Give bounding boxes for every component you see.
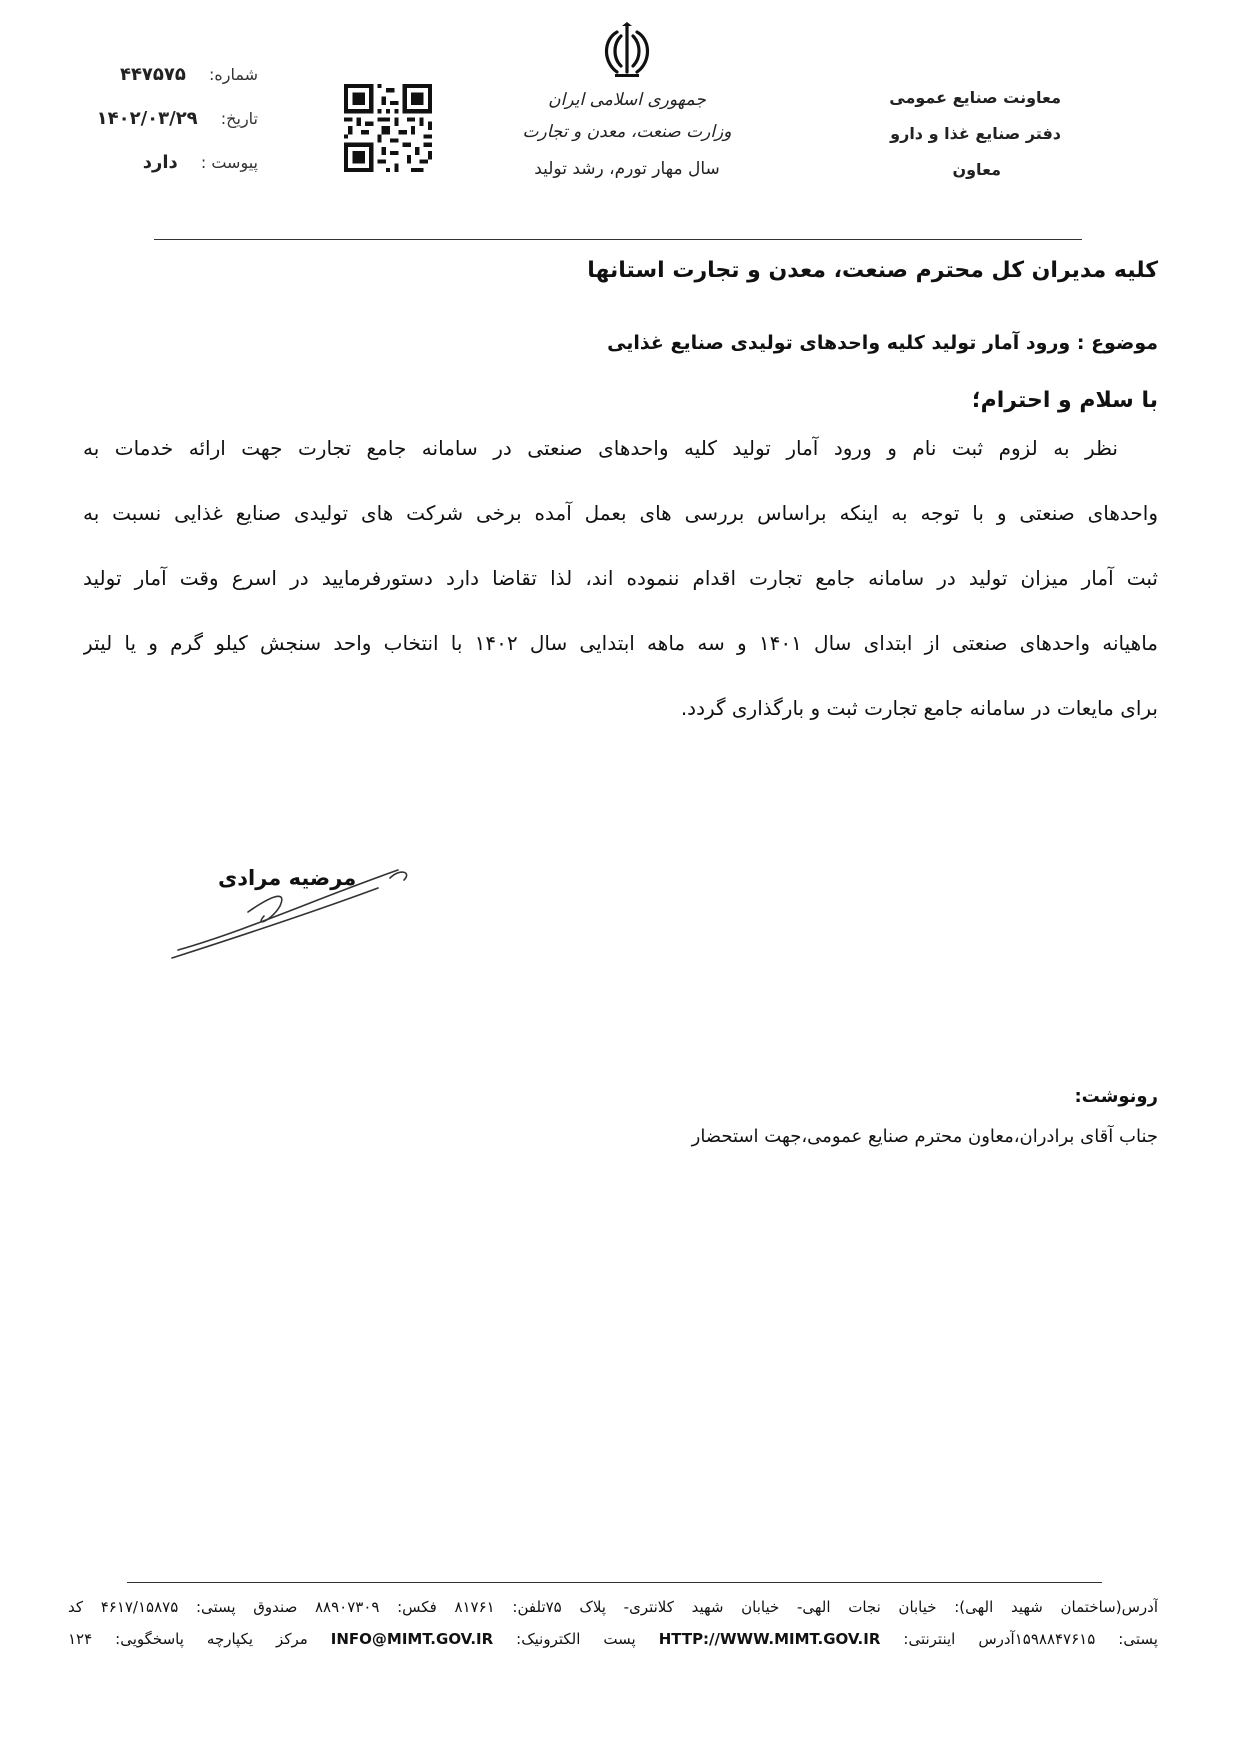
cc-recipient: جناب آقای برادران،معاون محترم صنایع عمومی،جهت استحضار [691, 1126, 1158, 1147]
footer-divider [127, 1582, 1102, 1583]
qr-code-icon [344, 84, 432, 172]
footer-email-label: پست الکترونیک: [516, 1630, 636, 1648]
cc-title: رونوشت: [1074, 1086, 1158, 1107]
government-line-1: جمهوری اسلامی ایران [548, 90, 706, 110]
letter-attachment-row [38, 152, 258, 173]
office-line-1: معاونت صنایع عمومی [889, 88, 1061, 107]
recipient-line: کلیه مدیران کل محترم صنعت، معدن و تجارت استانها [587, 258, 1158, 283]
office-line-2: دفتر صنایع غذا و دارو [890, 124, 1061, 143]
footer-call-center: مرکز یکپارچه پاسخگویی: ۱۲۴ [68, 1630, 308, 1648]
greeting: با سلام و احترام؛ [971, 388, 1158, 413]
website-link[interactable]: HTTP://WWW.MIMT.GOV.IR [658, 1630, 881, 1648]
letter-number-row [38, 64, 258, 85]
letter-date-value: ۱۴۰۲/۰۳/۲۹ [96, 108, 198, 129]
letter-attachment-label: پیوست : [200, 153, 258, 172]
government-line-2: وزارت صنعت، معدن و تجارت [522, 122, 732, 142]
iran-emblem-icon [595, 22, 659, 84]
body-line-2: واحدهای صنعتی و با توجه به اینکه براساس بررسی های بعمل آمده برخی شرکت های تولیدی صنایع غذایی نسبت به [83, 501, 1158, 525]
body-line-1: نظر به لزوم ثبت نام و ورود آمار تولید کلیه واحدهای صنعتی در سامانه جامع تجارت جهت ارائه خدمات به [83, 436, 1118, 460]
footer-contact-line [68, 1630, 1158, 1648]
signature-scribble [168, 858, 428, 968]
footer-address-line: آدرس(ساختمان شهید الهی): خیابان نجات الهی- خیابان شهید کلانتری- پلاک ۷۵تلفن: ۸۱۷۶۱ فکس: ۸۸۹۰۷۳۰۹ صندوق پستی: ۴۶۱۷/۱۵۸۷۵ کد [68, 1598, 1158, 1616]
letter-date-row [38, 108, 258, 129]
year-slogan: سال مهار تورم، رشد تولید [534, 159, 720, 179]
body-line-5: برای مایعات در سامانه جامع تجارت ثبت و بارگذاری گردد. [680, 696, 1158, 720]
subject-line: موضوع : ورود آمار تولید کلیه واحدهای تولیدی صنایع غذایی [607, 332, 1158, 354]
header-divider [154, 239, 1082, 240]
signatory-name: مرضیه مرادی [218, 866, 357, 890]
letter-date-label: تاریخ: [220, 109, 258, 128]
letter-number-label: شماره: [208, 65, 258, 84]
email-link[interactable]: INFO@MIMT.GOV.IR [330, 1630, 494, 1648]
body-line-4: ماهیانه واحدهای صنعتی از ابتدای سال ۱۴۰۱ و سه ماهه ابتدایی سال ۱۴۰۲ با انتخاب واحد سنجش کیلو گرم و یا لیتر [83, 631, 1158, 655]
letter-attachment-value: دارد [142, 152, 178, 173]
footer-postcode: پستی: ۱۵۹۸۸۴۷۶۱۵آدرس اینترنتی: [903, 1630, 1158, 1648]
letter-number-value: ۴۴۷۵۷۵ [119, 64, 186, 85]
office-line-3: معاون [952, 160, 1001, 179]
body-line-3: ثبت آمار میزان تولید در سامانه جامع تجارت اقدام ننموده اند، لذا تقاضا دارد دستورفرمایید در اسرع وقت آمار تولید [83, 566, 1158, 590]
